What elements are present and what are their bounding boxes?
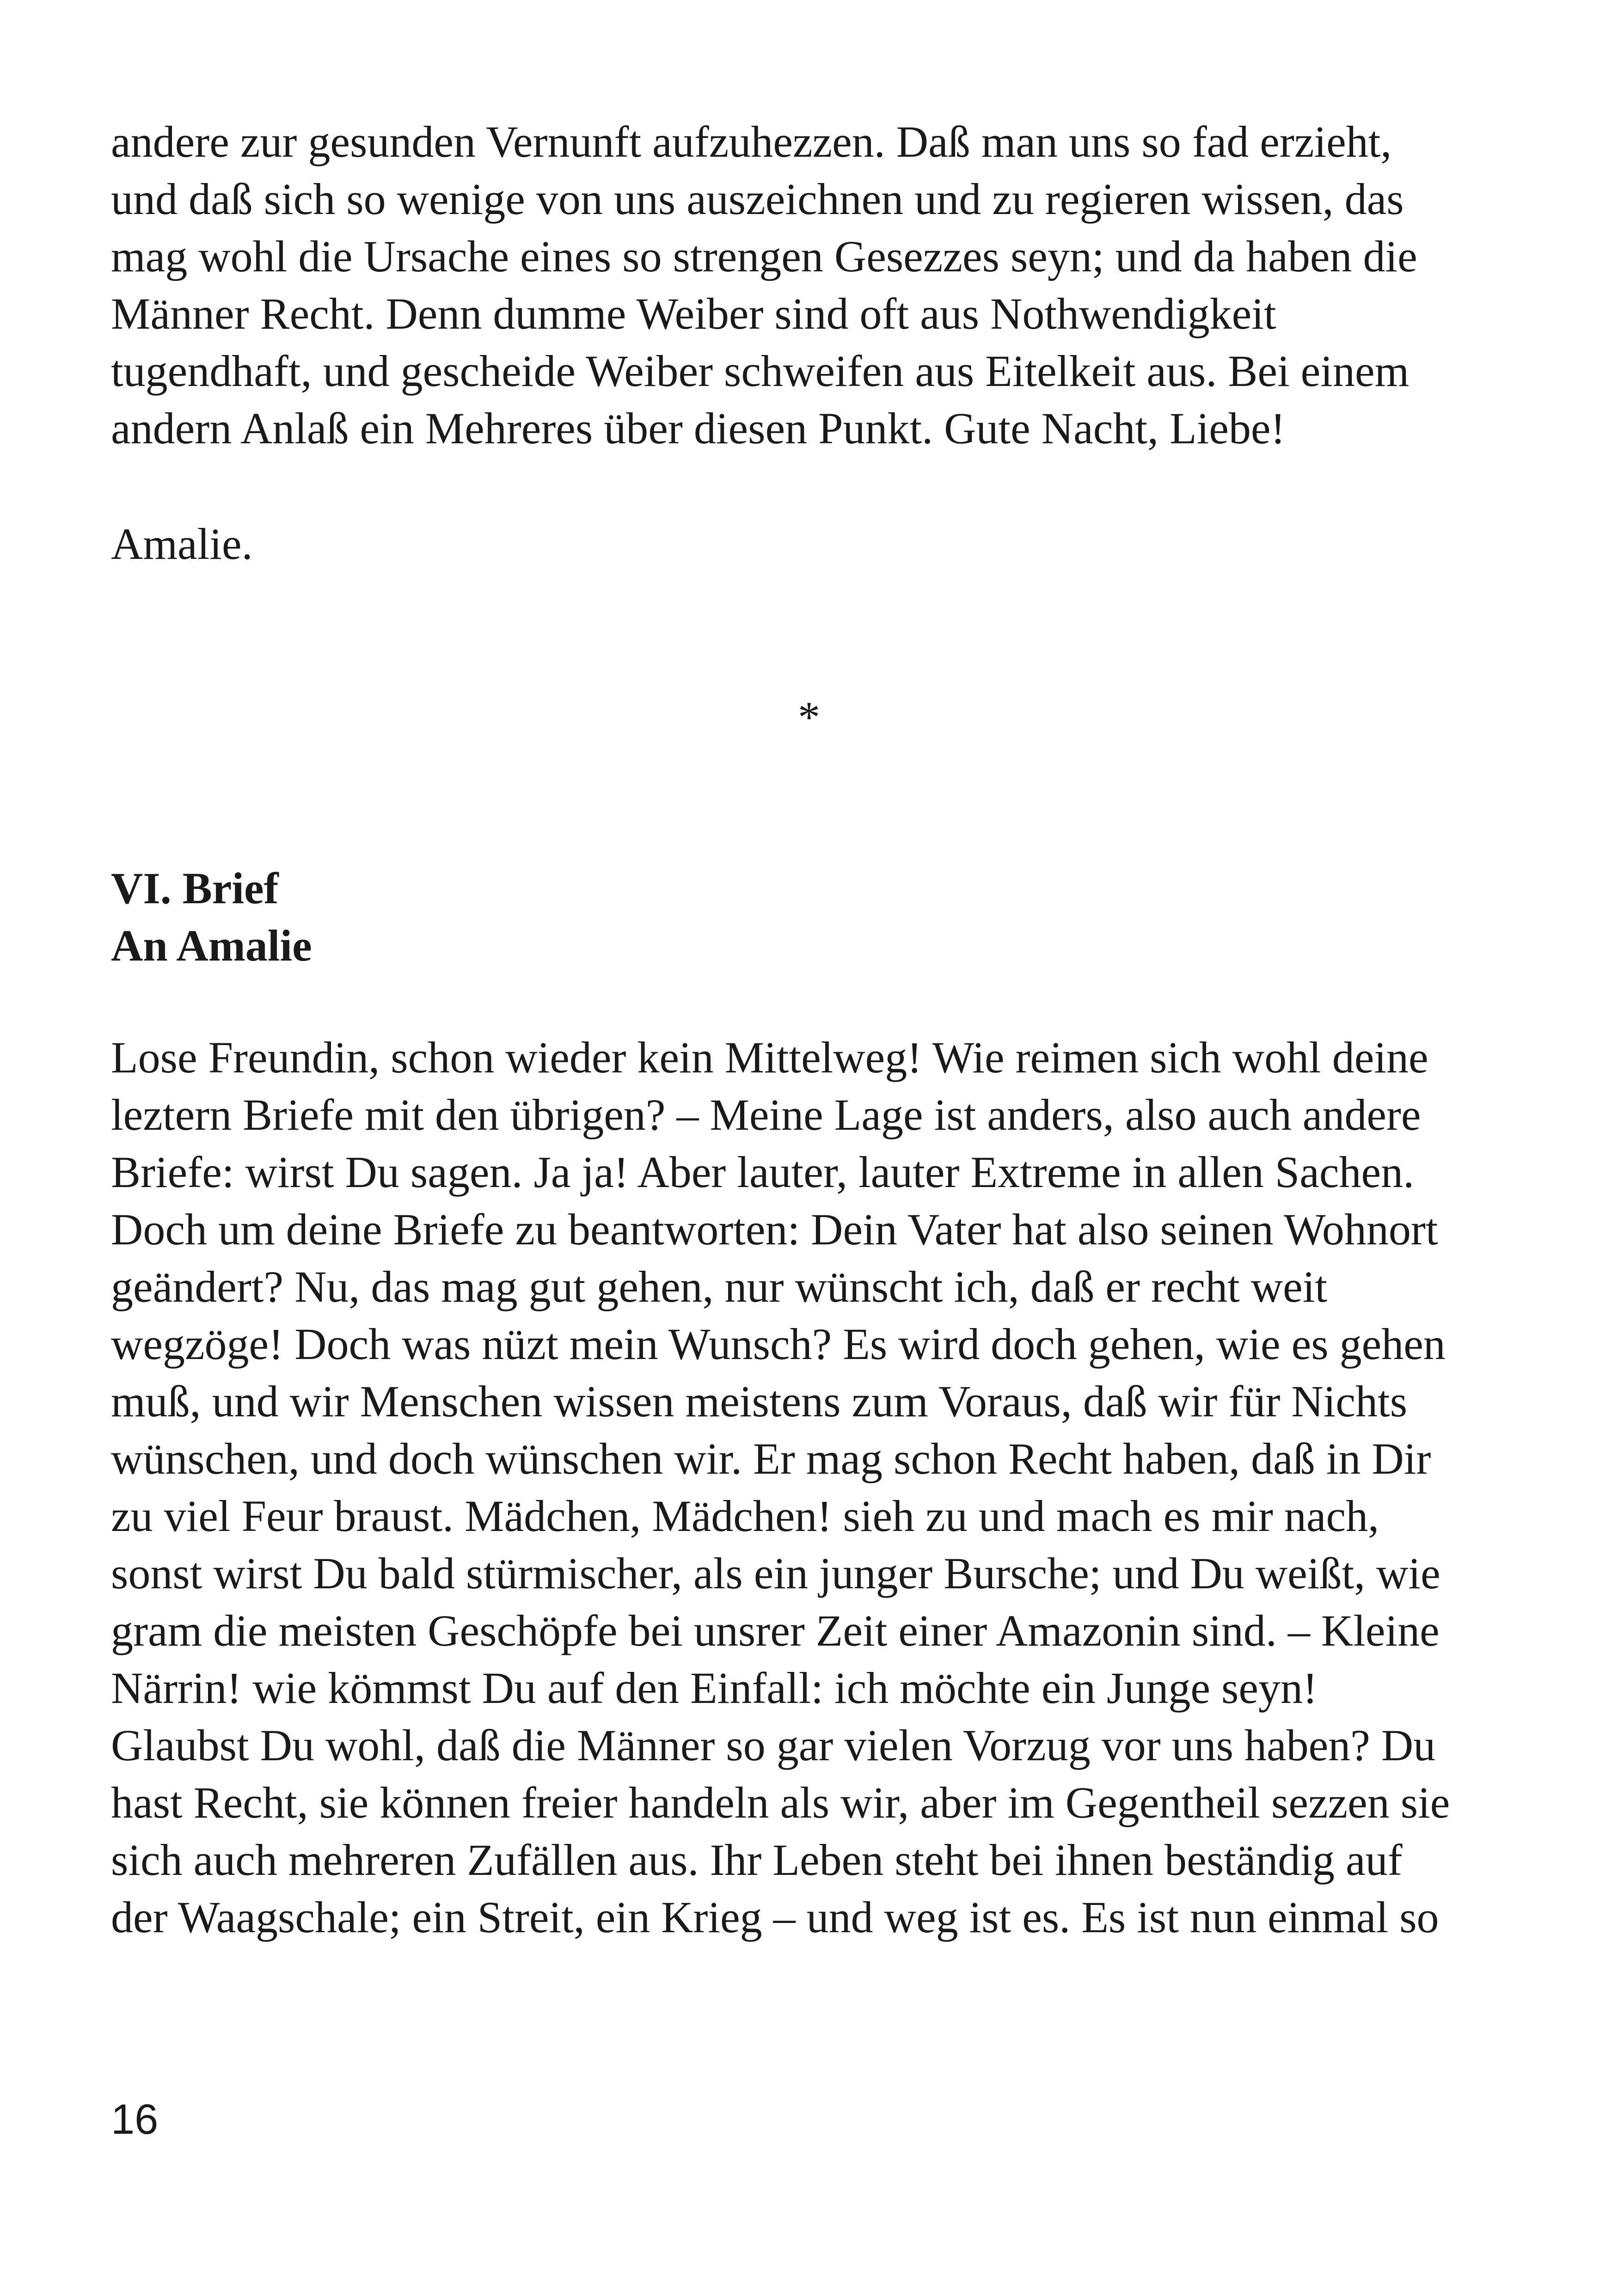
letter-signature: Amalie.	[111, 519, 253, 569]
page-number: 16	[111, 2096, 159, 2143]
text-line: andere zur gesunden Vernunft aufzuhezzen. Daß man uns so fad erzieht,	[111, 117, 1392, 166]
text-line: und daß sich so wenige von uns auszeichnen und zu regieren wissen, das	[111, 174, 1404, 224]
text-line: wünschen, und doch wünschen wir. Er mag schon Recht haben, daß in Dir	[111, 1434, 1431, 1483]
text-line: Doch um deine Briefe zu beantworten: Dein Vater hat also seinen Wohnort	[111, 1205, 1438, 1254]
text-line: hast Recht, sie können freier handeln als wir, aber im Gegentheil sezzen sie	[111, 1778, 1450, 1827]
text-line: andern Anlaß ein Mehreres über diesen Punkt. Gute Nacht, Liebe!	[111, 404, 1286, 453]
text-line: sich auch mehreren Zufällen aus. Ihr Leben steht bei ihnen beständig auf	[111, 1835, 1403, 1885]
text-line: muß, und wir Menschen wissen meistens zum Voraus, daß wir für Nichts	[111, 1377, 1408, 1426]
text-line: Lose Freundin, schon wieder kein Mittelweg! Wie reimen sich wohl deine	[111, 1033, 1428, 1082]
text-line: Männer Recht. Denn dumme Weiber sind oft aus Nothwendigkeit	[111, 289, 1276, 338]
text-line: zu viel Feur braust. Mädchen, Mädchen! sieh zu und mach es mir nach,	[111, 1491, 1379, 1541]
text-line: Närrin! wie kömmst Du auf den Einfall: ich möchte ein Junge seyn!	[111, 1663, 1318, 1713]
text-line: wegzöge! Doch was nüzt mein Wunsch? Es wird doch gehen, wie es gehen	[111, 1319, 1446, 1369]
text-line: gram die meisten Geschöpfe bei unsrer Zeit einer Amazonin sind. – Kleine	[111, 1606, 1440, 1655]
text-line: mag wohl die Ursache eines so strengen Gesezzes seyn; und da haben die	[111, 232, 1417, 281]
text-line: der Waagschale; ein Streit, ein Krieg – und weg ist es. Es ist nun einmal so	[111, 1892, 1439, 1942]
paragraph-1	[111, 113, 1544, 457]
text-line: geändert? Nu, das mag gut gehen, nur wünscht ich, daß er recht weit	[111, 1262, 1328, 1311]
paragraph-2	[111, 1029, 1544, 1946]
section-separator: *	[798, 692, 820, 742]
letter-title: VI. Brief	[111, 863, 279, 913]
letter-recipient: An Amalie	[111, 921, 312, 970]
text-line: sonst wirst Du bald stürmischer, als ein junger Bursche; und Du weißt, wie	[111, 1549, 1440, 1598]
text-line: tugendhaft, und gescheide Weiber schweifen aus Eitelkeit aus. Bei einem	[111, 346, 1410, 396]
text-line: Briefe: wirst Du sagen. Ja ja! Aber lauter, lauter Extreme in allen Sachen.	[111, 1147, 1415, 1197]
text-line: Glaubst Du wohl, daß die Männer so gar vielen Vorzug vor uns haben? Du	[111, 1720, 1436, 1770]
text-line: leztern Briefe mit den übrigen? – Meine Lage ist anders, also auch andere	[111, 1090, 1421, 1139]
letter-heading	[111, 860, 1544, 974]
